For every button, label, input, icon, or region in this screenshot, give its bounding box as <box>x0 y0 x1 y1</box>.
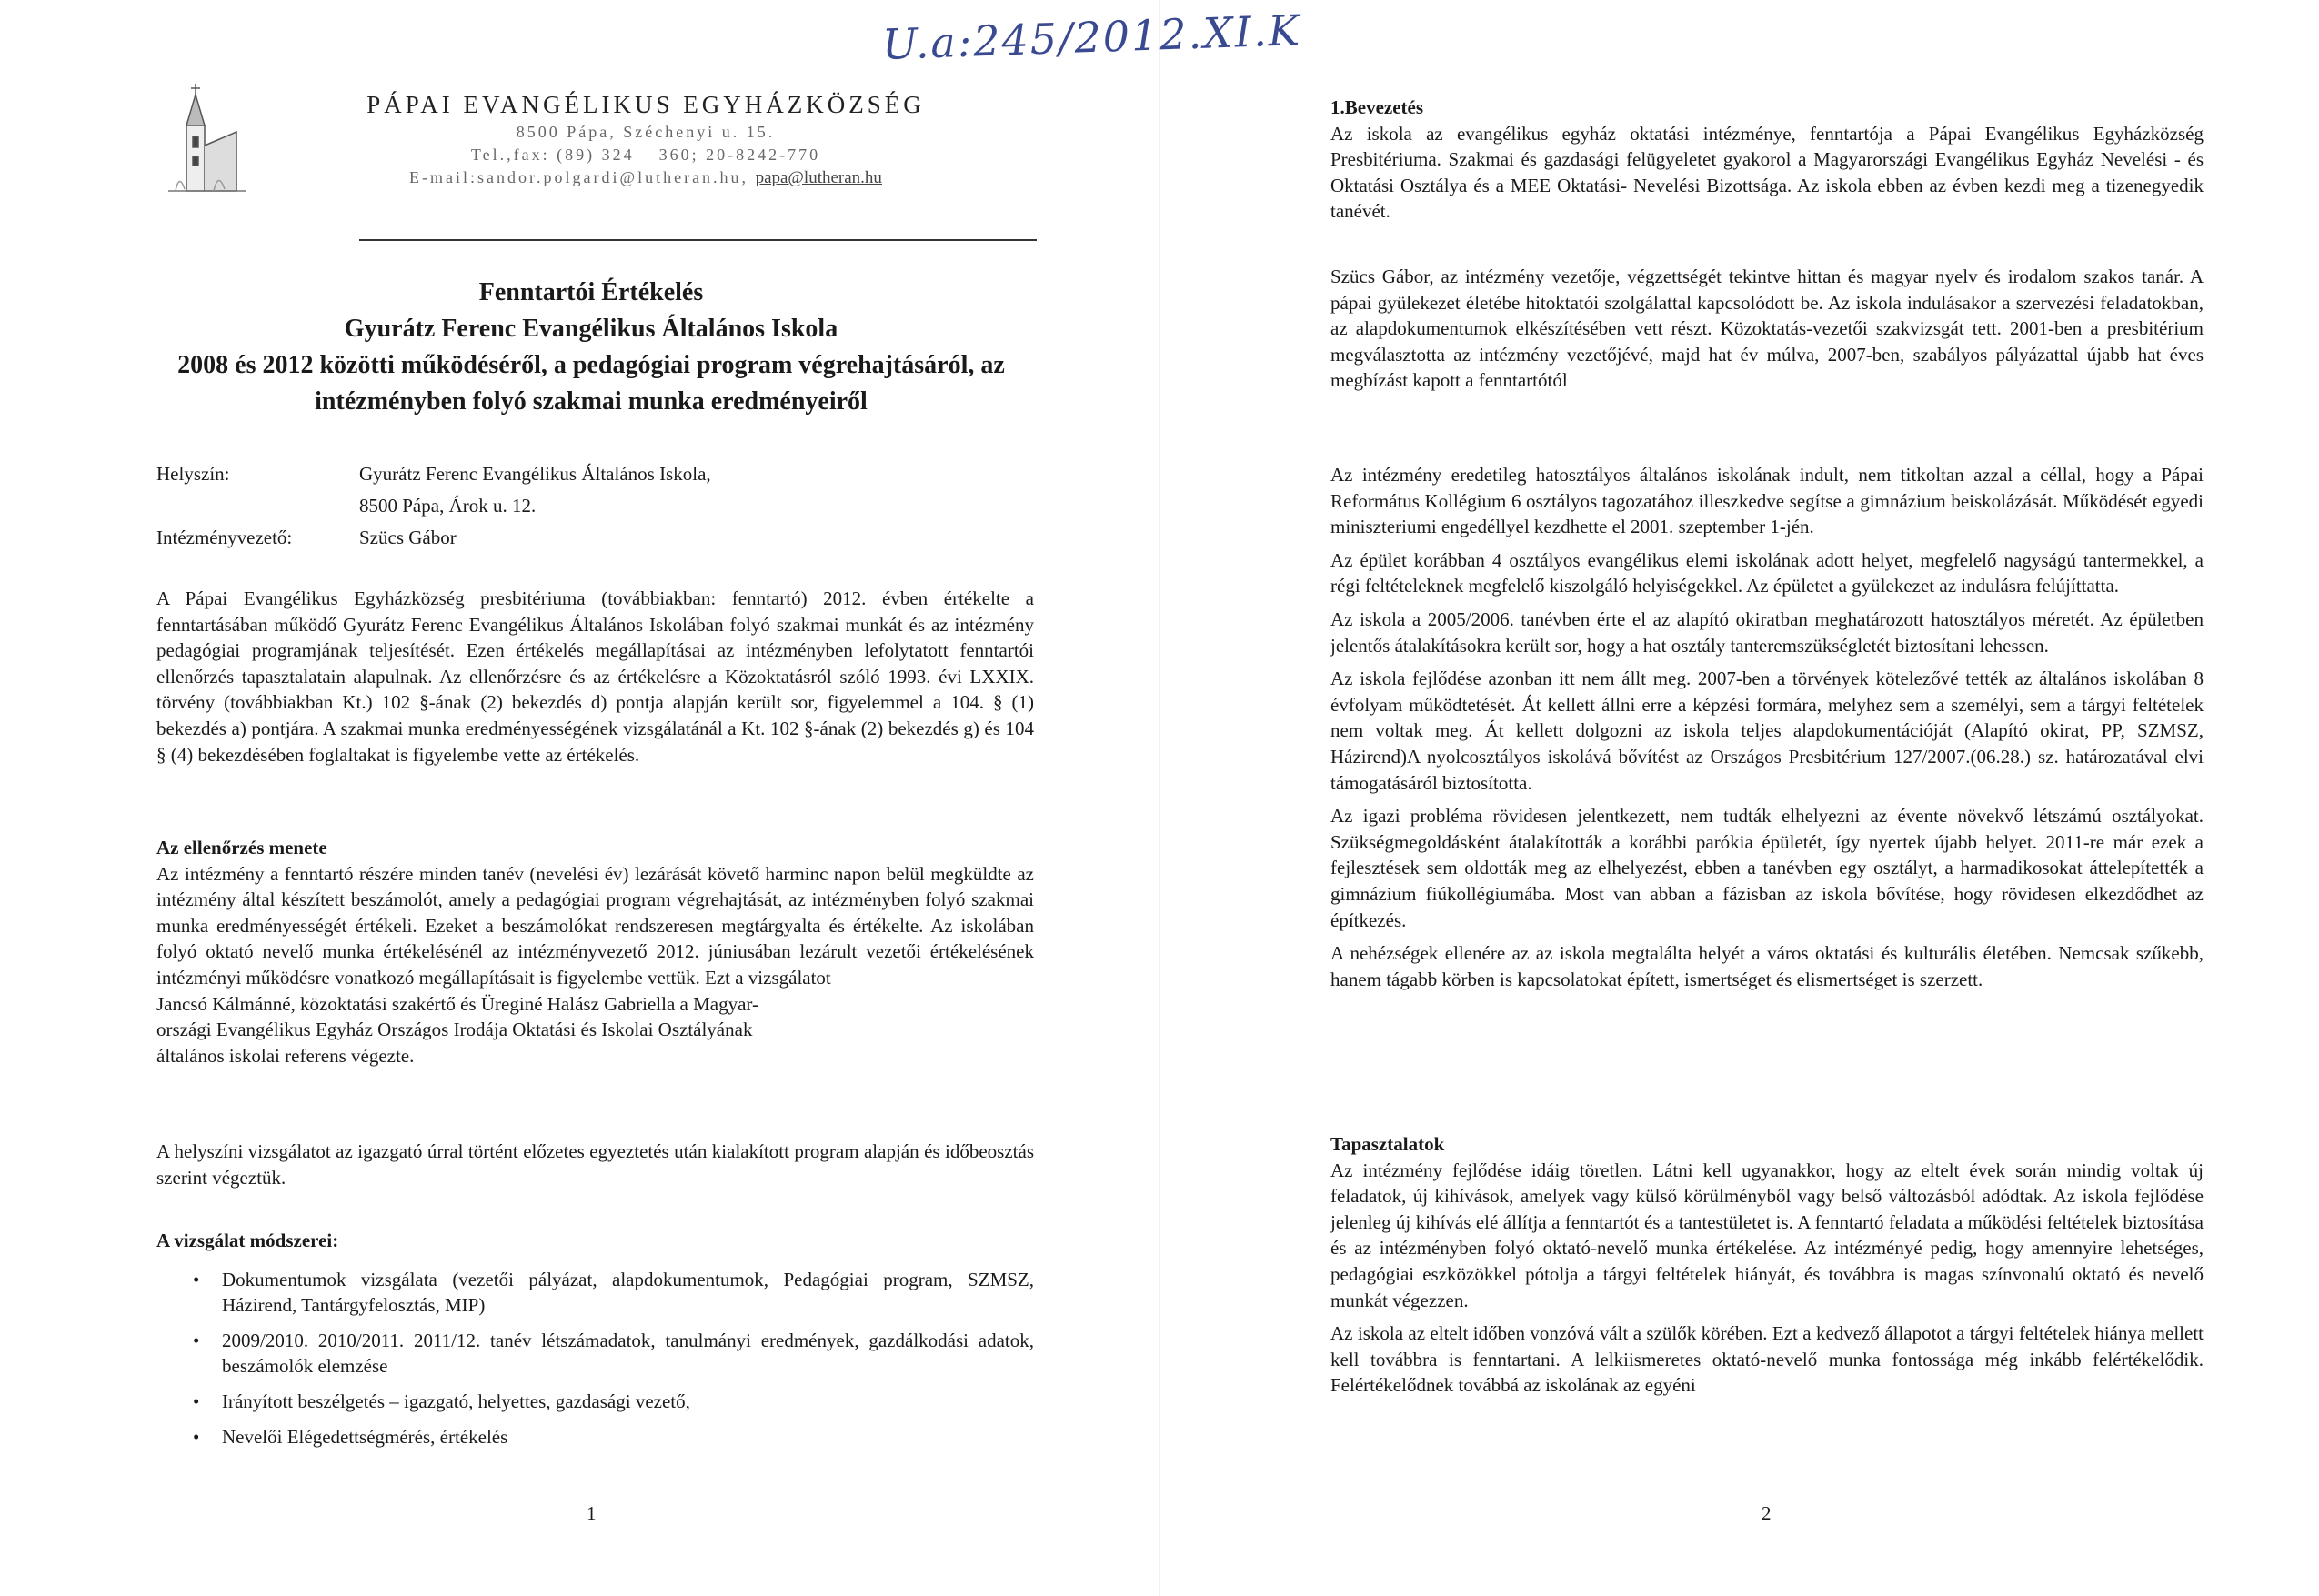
organization-address: 8500 Pápa, Széchenyi u. 15. <box>516 123 776 141</box>
handwritten-reference: U.a:245/2012.XI.K <box>881 5 1302 70</box>
organization-email <box>282 168 1009 188</box>
page-number-1: 1 <box>587 1502 597 1524</box>
head-value: Szücs Gábor <box>359 527 457 548</box>
paragraph-9: Az intézmény fejlődése idáig töretlen. Látni kell ugyanakkor, hogy az eltelt évek során mindig voltak új feladatok, új kihívások, amelyek vagy külső körülményből vagy belső változásból adódtak. Az iskola fejlődése jelenleg új kihívás elé állítja a fenntartót és a tantestületet is. A fenntartó feladata a működési feltételek biztosítása és az intézményben folyó oktató-nevelő munka értékelése. Az intézményé pedig, hogy amennyire lehetséges, pedagógiai eszközökkel pótolja a tárgyi feltételek hiányát, és továbbra is magas színvonalú oktató és nevelő munkát végezzen. <box>1330 1159 2204 1311</box>
title-line-1: Fenntartói Értékelés <box>478 278 704 306</box>
paragraph-1: Az iskola az evangélikus egyház oktatási intézménye, fenntartója a Pápai Evangélikus Egyházközség Presbitériuma. Szakmai és gazdasági felügyeletet gyakorol a Magyarországi Evangélikus Egyház Nevelési - és Oktatási Osztálya és a MEE Oktatási- Nevelési Bizottsága. Az iskola ebben az évben kezdi meg a tizenegyedik tanévét. <box>1330 122 2204 223</box>
location-line-1: Gyurátz Ferenc Evangélikus Általános Iskola, <box>359 463 711 485</box>
letterhead <box>282 91 1009 188</box>
checking-line-a: Jancsó Kálmánné, közoktatási szakértő és Üreginé Halász Gabriella a Magyar- <box>156 992 758 1015</box>
section-heading-intro: 1.Bevezetés <box>1330 96 1424 118</box>
list-item: • Irányított beszélgetés – igazgató, helyettes, gazdasági vezető, <box>193 1390 690 1412</box>
title-line-4: intézményben folyó szakmai munka eredményeiről <box>315 387 868 416</box>
church-logo-icon <box>159 82 255 205</box>
checking-paragraph: Az intézmény a fenntartó részére minden tanév (nevelési év) lezárását követő harminc napon belül megküldte az intézmény által készített beszámolót, amely a pedagógiai program végrehajtását, az intézményben folyó szakmai munka eredményességét értékeli. Ezeket a beszámolókat rendszeresen megtárgyalta és értékelte. Az iskolában folyó oktató nevelő munka értékelésénél az intézményvezető 2012. júniusában lezárult vezetői értékelésének intézményi működésre vonatkozó megállapításait is figyelembe vettük. Ezt a vizsgálatot <box>156 862 1034 989</box>
organization-name: PÁPAI EVANGÉLIKUS EGYHÁZKÖZSÉG <box>366 91 925 118</box>
checking-line-b: országi Evangélikus Egyház Országos Irodája Oktatási és Iskolai Osztályának <box>156 1019 753 1041</box>
section-heading-checking: Az ellenőrzés menete <box>156 837 327 858</box>
paragraph-6: Az iskola fejlődése azonban itt nem állt meg. 2007-ben a törvények kötelezővé tették az általános iskolában 8 évfolyam működtetését. Át kellett állni erre a képzési formára, melyhez sem a személyi, sem a tárgyi feltételek nem voltak meg. Át kellett dolgozni az iskola teljes alapdokumentációját (Alapító okirat, PP, SZMSZ, Házirend)A nyolcosztályos iskolává bővítést az Országos Presbitérium 127/2007.(06.28.) sz. határozatával elvi támogatásáról biztosította. <box>1330 668 2204 794</box>
right-intro-section <box>1330 95 2204 225</box>
page-fold <box>1159 0 1160 1596</box>
list-item: • Dokumentumok vizsgálata (vezetői pályázat, alapdokumentumok, Pedagógiai program, SZMSZ, Házirend, Tantárgyfelosztás, MIP) <box>193 1268 1034 1317</box>
document-title <box>136 275 1046 420</box>
right-head-section <box>1330 264 2204 394</box>
onsite-paragraph: A helyszíni vizsgálatot az igazgató úrral történt előzetes egyeztetés után kialakított program alapján és időbeosztás szerint végeztük. <box>156 1140 1034 1189</box>
head-label: Intézményvezető: <box>156 527 293 548</box>
left-intro <box>156 586 1034 768</box>
letterhead-divider <box>359 239 1037 241</box>
list-item: • Nevelői Elégedettségmérés, értékelés <box>193 1425 508 1448</box>
paragraph-2: Szücs Gábor, az intézmény vezetője, végzettségét tekintve hittan és magyar nyelv és irodalom szakos tanár. A pápai gyülekezet életébe hitoktatói szolgálattal kapcsolódott be. Az iskola indulásakor a szervezési feladatokban, az alapdokumentumok elkészítésében vett részt. Közoktatás-vezetői szakvizsgát tett. 2001-ben a presbitérium megválasztotta az intézmény vezetőjévé, majd hat év múlva, 2007-ben, szabályos pályázattal újabb hat éves megbízást kapott a fenntartótól <box>1330 266 2204 392</box>
title-line-2: Gyurátz Ferenc Evangélikus Általános Iskola <box>344 315 838 343</box>
paragraph-8: A nehézségek ellenére az az iskola megtalálta helyét a város oktatási és kulturális életében. Nemcsak szűkebb, hanem tágabb körben is kapcsolatokat épített, ismertséget és elismertséget is szerzett. <box>1330 942 2204 990</box>
right-experience-section <box>1330 1131 2204 1399</box>
left-section-checking <box>156 835 1034 1069</box>
paragraph-5: Az iskola a 2005/2006. tanévben érte el az alapító okiratban meghatározott hatosztályos méretét. Az épületben jelentős átalakításokra került sor, hogy a hat osztály tanteremszükségletét biztosítani lehessen. <box>1330 607 2204 657</box>
left-methods <box>156 1228 1034 1459</box>
methods-list <box>156 1267 1034 1450</box>
organization-phone: Tel.,fax: (89) 324 – 360; 20-8242-770 <box>470 146 821 164</box>
list-item: • 2009/2010. 2010/2011. 2011/12. tanév létszámadatok, tanulmányi eredmények, gazdálkodási adatok, beszámolók elemzése <box>193 1329 1034 1378</box>
section-heading-experience: Tapasztalatok <box>1330 1133 1445 1155</box>
paragraph-10: Az iskola az eltelt időben vonzóvá vált a szülők körében. Ezt a kedvező állapotot a tárgyi feltételek hiánya mellett kell továbbra is fenntartani. A lelkiismeretes oktató-nevelő munka fontossága még inkább felértékelődik. Felértékelődnek továbbá az iskolának az egyéni <box>1330 1322 2204 1397</box>
title-line-3: 2008 és 2012 közötti működéséről, a pedagógiai program végrehajtásáról, az <box>177 351 1005 379</box>
right-history-section <box>1330 462 2204 992</box>
location-label: Helyszín: <box>156 463 230 485</box>
paragraph-4: Az épület korábban 4 osztályos evangélikus elemi iskolának adott helyet, megfelelő nagyságú tantermekkel, a régi feltételeknek megfelelő kiszolgáló helyiségekkel. Az épületet a gyülekezet az indulásra felújíttatta. <box>1330 548 2204 597</box>
checking-line-c: általános iskolai referens végezte. <box>156 1044 415 1067</box>
location-line-2: 8500 Pápa, Árok u. 12. <box>359 495 537 517</box>
intro-paragraph: A Pápai Evangélikus Egyházközség presbitériuma (továbbiakban: fenntartó) 2012. évben értékelte a fenntartásában működő Gyurátz Ferenc Evangélikus Általános Iskolában folyó szakmai munkát és az intézmény pedagógiai programjának teljesítését. Ezen értékelés megállapításai az intézményben lefolytatott fenntartói ellenőrzés tapasztalatain alapulnak. Az ellenőrzésre és az értékelésre a Közoktatásról szóló 1993. évi LXXIX. törvény (továbbiakban Kt.) 102 §-ának (2) bekezdés d) pontja alapján került sor, figyelemmel a 104. § (1) bekezdés a) pontjára. A szakmai munka eredményességének vizsgálatánál a Kt. 102 §-ának (2) bekezdés g) és 104 § (4) bekezdésében foglaltakat is figyelembe vette az értékelés. <box>156 587 1034 766</box>
email-prefix: E-mail:sandor.polgardi@lutheran.hu, <box>409 168 749 186</box>
methods-heading: A vizsgálat módszerei: <box>156 1230 339 1251</box>
page-number-2: 2 <box>1762 1502 1772 1524</box>
paragraph-3: Az intézmény eredetileg hatosztályos általános iskolának indult, nem titkoltan azzal a céllal, hogy a Pápai Református Kollégium 6 osztályos tagozatához illeszkedve segítse a gimnázium beiskolázását. Működését egyedi miniszteriumi engedéllyel kezdhette el 2001. szeptember 1-jén. <box>1330 464 2204 538</box>
left-onsite <box>156 1139 1034 1190</box>
email-link[interactable]: papa@lutheran.hu <box>755 168 882 187</box>
paragraph-7: Az igazi probléma rövidesen jelentkezett, nem tudták elhelyezni az évente növekvő létszámú osztályokat. Szükségmegoldásként átalakították a korábbi parókia épületét, így nyertek újabb helyet. 2011-re már ezek a fejlesztések sem oldották meg az elhelyezést, ebben a tanévben egy osztályt, a harmadikosokat áttelepítették a gimnázium fiúkollégiumába. Most van abban a fázisban az iskola bővítése, hogy rövidesen elkezdődhet az építkezés. <box>1330 805 2204 931</box>
